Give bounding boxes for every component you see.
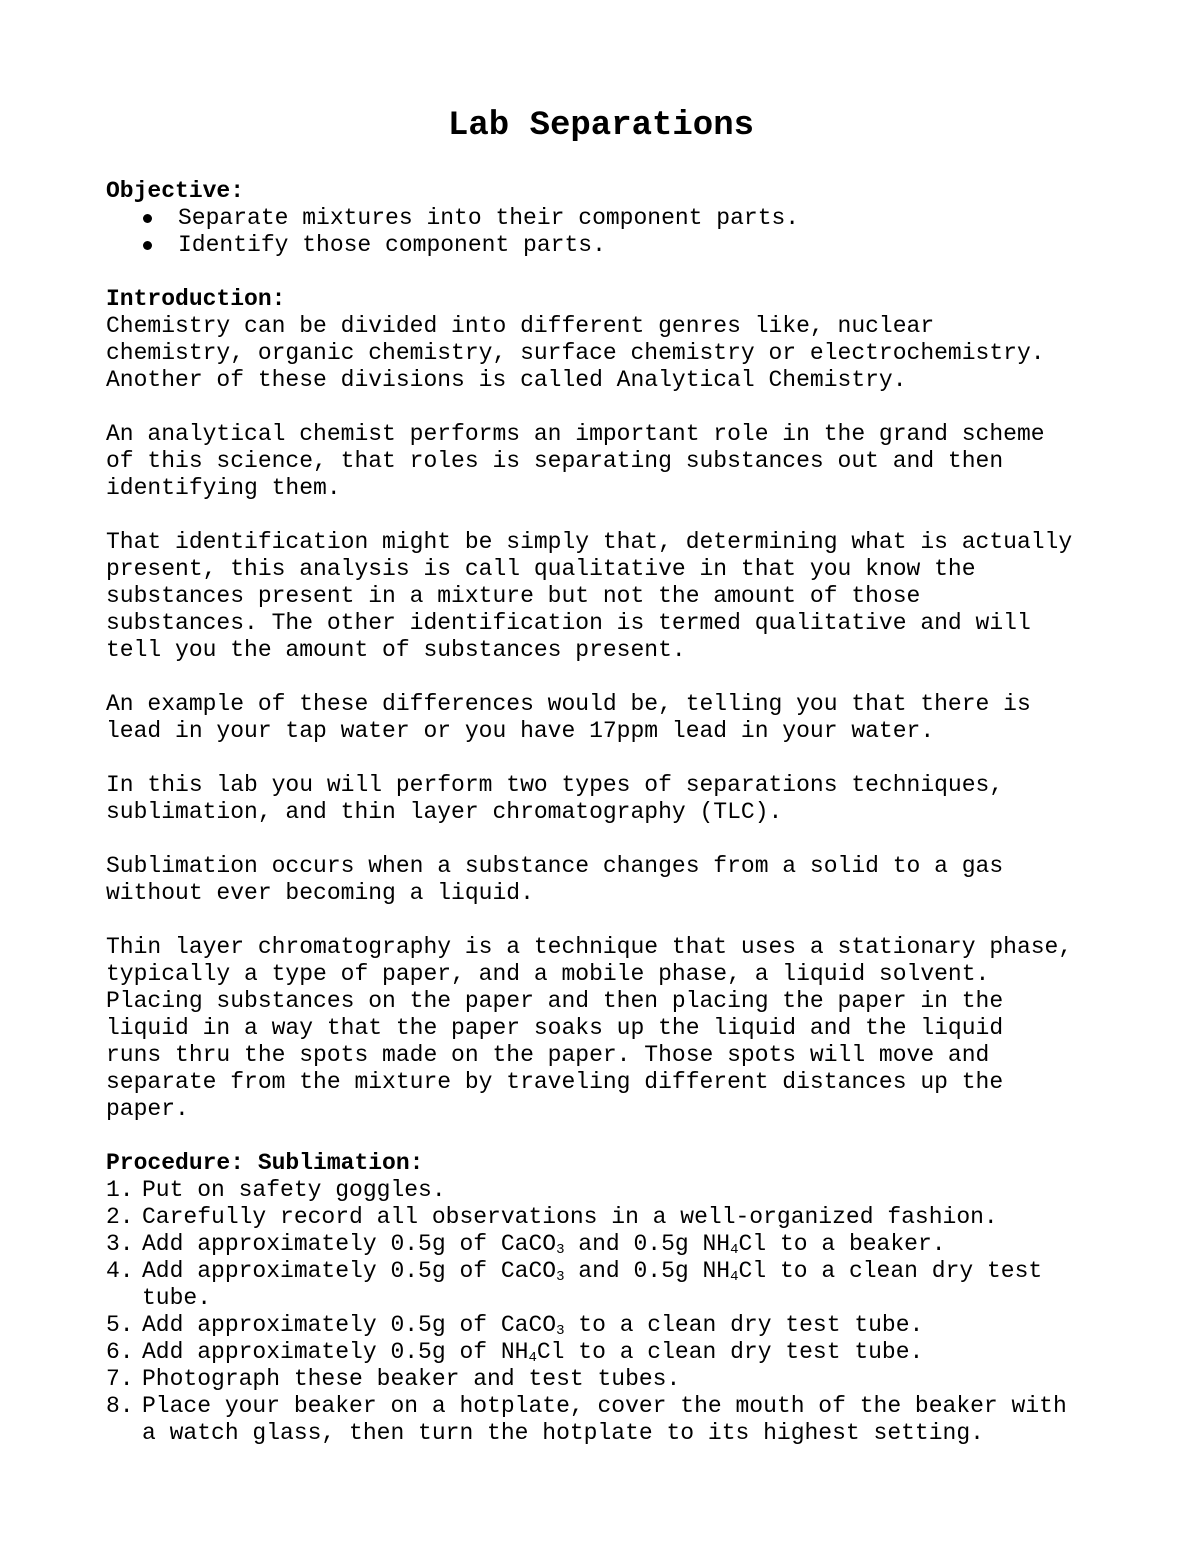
subscript: 3 bbox=[556, 1269, 565, 1285]
intro-paragraph: An analytical chemist performs an important role in the grand scheme of this science, that roles is separating substances out and then identifying them. bbox=[106, 421, 1045, 501]
list-item bbox=[106, 1258, 1106, 1312]
step-text-part: and 0.5g NH bbox=[564, 1231, 731, 1257]
list-item bbox=[106, 1177, 1106, 1204]
intro-paragraph: An example of these differences would be, telling you that there is lead in your tap water or you have 17ppm lead in your water. bbox=[106, 691, 1031, 744]
intro-paragraph: Sublimation occurs when a substance changes from a solid to a gas without ever becoming a liquid. bbox=[106, 853, 1004, 906]
objective-list bbox=[106, 205, 1106, 259]
list-item bbox=[106, 1339, 1106, 1366]
list-item bbox=[106, 1312, 1106, 1339]
step-text-part: Add approximately 0.5g of CaCO bbox=[142, 1312, 557, 1338]
step-number: 4. bbox=[106, 1258, 134, 1284]
list-item bbox=[106, 1204, 1106, 1231]
intro-paragraph: That identification might be simply that, determining what is actually present, this analysis is call qualitative in that you know the substances present in a mixture but not the amount of those substances. The other identification is termed qualitative and will tell you the amount of substances present. bbox=[106, 529, 1073, 663]
introduction-heading: Introduction: bbox=[106, 286, 286, 312]
step-number: 8. bbox=[106, 1393, 134, 1419]
step-text-part: Add approximately 0.5g of NH bbox=[142, 1339, 529, 1365]
step-text: Place your beaker on a hotplate, cover the mouth of the beaker with a watch glass, then turn the hotplate to its highest setting. bbox=[142, 1393, 1067, 1446]
step-number: 2. bbox=[106, 1204, 134, 1230]
subscript: 4 bbox=[730, 1269, 739, 1285]
subscript: 3 bbox=[556, 1323, 565, 1339]
procedure-steps bbox=[106, 1177, 1106, 1447]
intro-paragraph: Chemistry can be divided into different genres like, nuclear chemistry, organic chemistry, surface chemistry or electrochemistry. Another of these divisions is called Analytical Chemistry. bbox=[106, 313, 1045, 393]
subscript: 3 bbox=[556, 1242, 565, 1258]
intro-paragraph: In this lab you will perform two types of separations techniques, sublimation, and thin layer chromatography (TLC). bbox=[106, 772, 1004, 825]
document-page bbox=[106, 104, 1106, 1447]
list-item bbox=[106, 1393, 1106, 1447]
list-item: Identify those component parts. bbox=[106, 232, 1106, 259]
objective-heading: Objective: bbox=[106, 178, 245, 204]
step-text-part: Cl to a clean dry test tube. bbox=[536, 1339, 924, 1365]
list-item: Separate mixtures into their component parts. bbox=[106, 205, 1106, 232]
page-title: Lab Separations bbox=[447, 107, 755, 145]
step-number: 6. bbox=[106, 1339, 134, 1365]
step-number: 5. bbox=[106, 1312, 134, 1338]
list-item bbox=[106, 1231, 1106, 1258]
step-text-part: Add approximately 0.5g of CaCO bbox=[142, 1258, 557, 1284]
step-text-part: and 0.5g NH bbox=[564, 1258, 731, 1284]
step-text: Carefully record all observations in a well-organized fashion. bbox=[142, 1204, 998, 1230]
step-text: Put on safety goggles. bbox=[142, 1177, 446, 1203]
subscript: 4 bbox=[528, 1350, 537, 1366]
step-text bbox=[142, 1339, 1106, 1366]
step-text-part: to a clean dry test tube. bbox=[564, 1312, 924, 1338]
step-number: 1. bbox=[106, 1177, 134, 1203]
procedure-heading: Procedure: Sublimation: bbox=[106, 1150, 424, 1176]
subscript: 4 bbox=[730, 1242, 739, 1258]
step-text-part: Add approximately 0.5g of CaCO bbox=[142, 1231, 557, 1257]
step-text bbox=[142, 1258, 1106, 1312]
step-text-part: Cl to a clean dry test tube. bbox=[142, 1258, 1043, 1311]
step-number: 3. bbox=[106, 1231, 134, 1257]
step-text bbox=[142, 1312, 1106, 1339]
step-number: 7. bbox=[106, 1366, 134, 1392]
step-text: Photograph these beaker and test tubes. bbox=[142, 1366, 681, 1392]
list-item bbox=[106, 1366, 1106, 1393]
step-text bbox=[142, 1231, 1106, 1258]
intro-paragraph: Thin layer chromatography is a technique that uses a stationary phase, typically a type of paper, and a mobile phase, a liquid solvent. Placing substances on the paper and then placing the paper in the liquid in a way that the paper soaks up the liquid and the liquid runs thru the spots made on the paper. Those spots will move and separate from the mixture by traveling different distances up the paper. bbox=[106, 934, 1073, 1122]
step-text-part: Cl to a beaker. bbox=[738, 1231, 946, 1257]
